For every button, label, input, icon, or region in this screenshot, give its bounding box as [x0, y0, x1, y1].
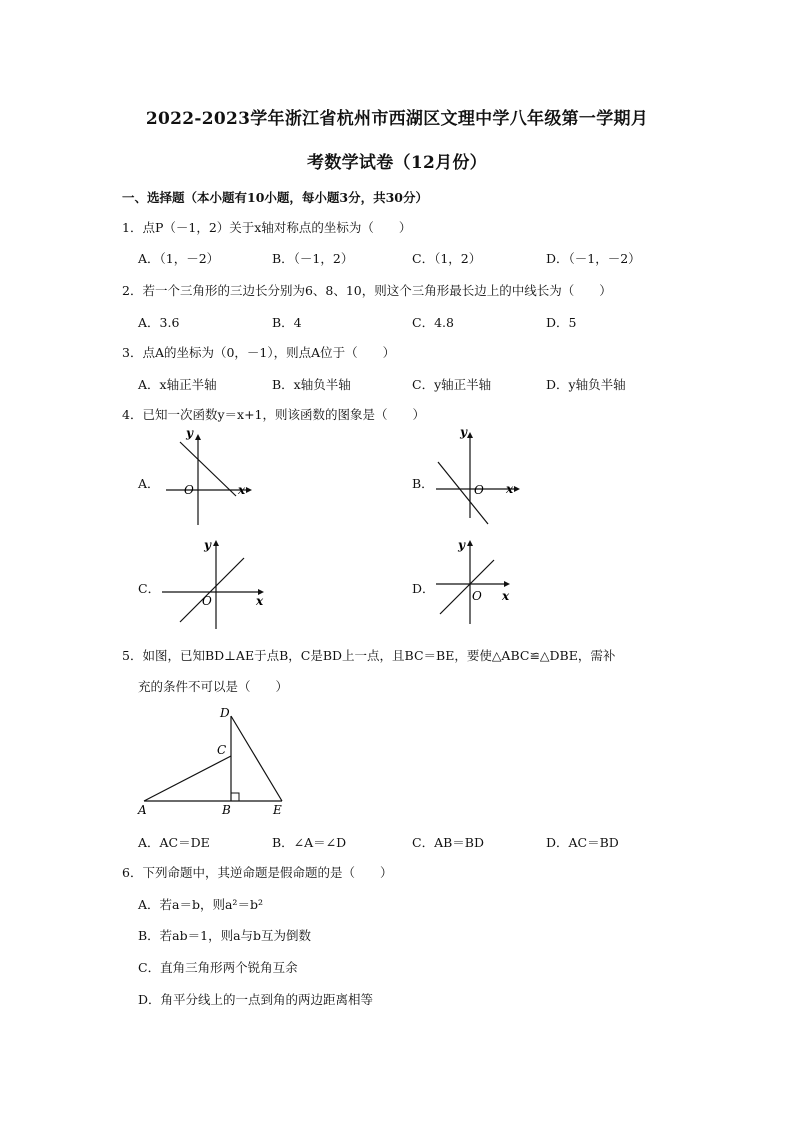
question-2-stem: 2．若一个三角形的三边长分别为6、8、10，则这个三角形最长边上的中线长为（ ）	[122, 283, 612, 298]
question-4-graph-d	[432, 534, 532, 634]
question-6-option-a: A．若a＝b，则a²＝b²	[138, 897, 263, 912]
question-4-option-a: A．	[138, 476, 160, 491]
question-2-option-c: C．4.8	[412, 315, 454, 330]
question-1-option-d: D．（－1，－2）	[546, 251, 641, 266]
question-5-option-d: D．AC＝BD	[546, 835, 619, 850]
question-1-option-c: C．（1，2）	[412, 251, 482, 266]
question-4-graph-b	[432, 426, 532, 526]
figure5-label-b: B	[222, 803, 231, 817]
question-4-graph-a	[158, 430, 258, 530]
question-2-option-b: B．4	[272, 315, 302, 330]
exam-title-line2: 考数学试卷（12月份）	[307, 153, 487, 173]
question-5-option-c: C．AB＝BD	[412, 835, 484, 850]
question-2-option-a: A．3.6	[138, 315, 180, 330]
graph-d-x-label: x	[502, 589, 510, 603]
graph-d-y-label: y	[458, 538, 465, 552]
graph-a-y-label: y	[186, 430, 193, 440]
question-3-stem: 3．点A的坐标为（0，－1），则点A位于（ ）	[122, 345, 396, 360]
graph-a-origin-label: O	[184, 483, 194, 497]
graph-c-x-label: x	[256, 594, 264, 608]
question-6-stem: 6．下列命题中，其逆命题是假命题的是（ ）	[122, 865, 393, 880]
question-5-figure	[134, 704, 294, 819]
section-heading: 一、选择题（本小题有10小题，每小题3分，共30分）	[122, 190, 428, 205]
figure5-label-d: D	[220, 706, 230, 720]
question-1-stem: 1．点P（－1，2）关于x轴对称点的坐标为（ ）	[122, 220, 412, 235]
graph-b-origin-label: O	[474, 483, 484, 497]
question-4-option-c: C．	[138, 581, 161, 596]
question-6-option-c: C．直角三角形两个锐角互余	[138, 960, 298, 975]
question-4-option-d: D．	[412, 581, 435, 596]
graph-c-y-label: y	[204, 538, 211, 552]
figure5-label-e: E	[273, 803, 282, 817]
question-5-option-b: B．∠A＝∠D	[272, 835, 347, 850]
exam-title-line1: 2022-2023学年浙江省杭州市西湖区文理中学八年级第一学期月	[145, 109, 649, 129]
question-3-option-c: C．y轴正半轴	[412, 377, 492, 392]
question-5-stem-continued: 充的条件不可以是（ ）	[138, 679, 289, 694]
question-3-option-d: D．y轴负半轴	[546, 377, 626, 392]
graph-d-origin-label: O	[472, 589, 482, 603]
graph-c-origin-label: O	[202, 594, 212, 608]
figure5-label-a: A	[138, 803, 147, 817]
question-1-option-a: A．（1，－2）	[138, 251, 220, 266]
graph-b-y-label: y	[460, 426, 467, 439]
question-3-option-b: B．x轴负半轴	[272, 377, 351, 392]
question-2-option-d: D．5	[546, 315, 577, 330]
figure5-label-c: C	[217, 743, 227, 757]
question-5-option-a: A．AC＝DE	[138, 835, 210, 850]
question-1-option-b: B．（－1，2）	[272, 251, 354, 266]
question-4-graph-c	[158, 534, 273, 634]
question-3-option-a: A．x轴正半轴	[138, 377, 217, 392]
question-5-stem: 5．如图，已知BD⊥AE于点B，C是BD上一点，且BC＝BE，要使△ABC≌△DBE，需补	[122, 648, 616, 663]
question-4-option-b: B．	[412, 476, 434, 491]
graph-b-x-label: x	[506, 482, 514, 496]
question-6-option-b: B．若ab＝1，则a与b互为倒数	[138, 928, 312, 943]
graph-a-x-label: x	[238, 483, 246, 497]
question-4-stem: 4．已知一次函数y＝x+1，则该函数的图象是（ ）	[122, 407, 425, 422]
question-6-option-d: D．角平分线上的一点到角的两边距离相等	[138, 992, 374, 1007]
